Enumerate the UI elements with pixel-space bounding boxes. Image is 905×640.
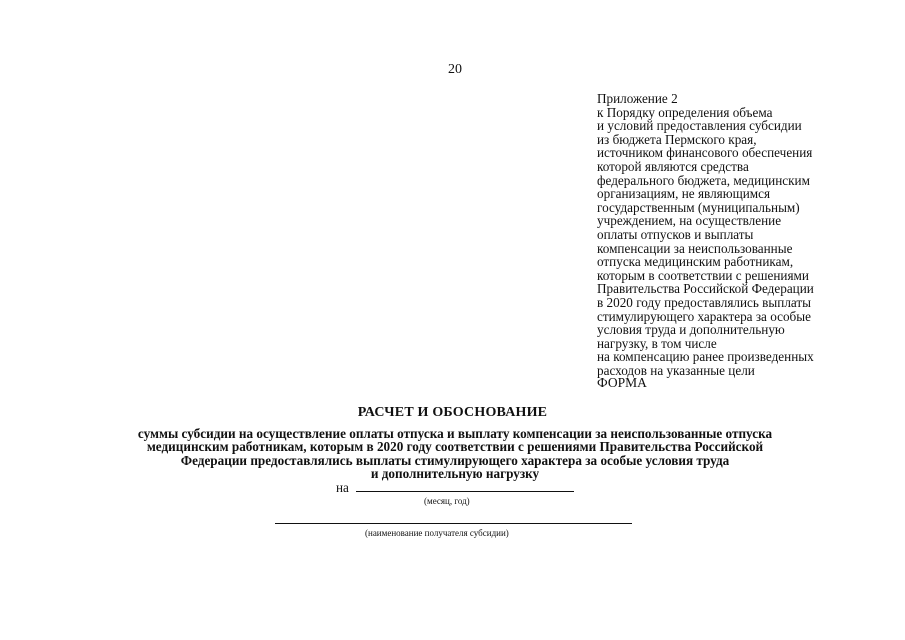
document-title: РАСЧЕТ И ОБОСНОВАНИЕ <box>357 405 548 420</box>
subtitle-line: медицинским работникам, которым в 2020 году соответствии с решениями Правительства Российской <box>146 439 764 455</box>
appendix-line: расходов на указанные цели <box>597 362 755 378</box>
appendix-line: государственным (муниципальным) <box>597 199 800 215</box>
document-subtitle <box>60 427 850 481</box>
appendix-line: условия труда и дополнительную <box>597 322 785 338</box>
page-number: 20 <box>448 62 462 77</box>
appendix-line: компенсации за неиспользованные <box>597 240 793 256</box>
appendix-line: источником финансового обеспечения <box>597 145 813 161</box>
appendix-line: на компенсацию ранее произведенных <box>597 349 814 365</box>
period-caption: (месяц, год) <box>424 496 470 506</box>
appendix-line: Приложение 2 <box>597 91 678 106</box>
recipient-caption: (наименование получателя субсидии) <box>365 528 509 538</box>
appendix-line: стимулирующего характера за особые <box>597 308 811 324</box>
subtitle-line: суммы субсидии на осуществление оплаты отпуска и выплату компенсации за неиспользованные отпуска <box>137 426 773 441</box>
appendix-line: которым в соответствии с решениями <box>597 267 809 283</box>
appendix-line: которой являются средства <box>597 158 749 174</box>
period-row <box>336 480 574 496</box>
appendix-line: оплаты отпусков и выплаты <box>597 226 754 242</box>
appendix-line: из бюджета Пермского края, <box>597 131 757 147</box>
appendix-line: к Порядку определения объема <box>597 104 773 120</box>
appendix-line: нагрузку, в том числе <box>597 335 717 351</box>
period-prefix: на <box>336 480 349 495</box>
appendix-line: в 2020 году предоставлялись выплаты <box>597 294 812 310</box>
appendix-line: учреждением, на осуществление <box>597 213 782 229</box>
appendix-line: отпуска медицинским работникам, <box>597 254 794 270</box>
subtitle-line: и дополнительную нагрузку <box>370 466 540 482</box>
recipient-blank-line[interactable] <box>275 523 632 524</box>
period-blank-line[interactable] <box>356 480 574 492</box>
appendix-line: федерального бюджета, медицинским <box>597 172 810 188</box>
appendix-line: Правительства Российской Федерации <box>597 281 814 297</box>
appendix-line: и условий предоставления субсидии <box>597 118 802 134</box>
subtitle-line: Федерации предоставлялись выплаты стимулирующего характера за особые условия труда <box>180 452 730 468</box>
form-label: ФОРМА <box>597 375 647 390</box>
appendix-line: организациям, не являющимся <box>597 186 771 202</box>
appendix-block <box>597 92 877 377</box>
